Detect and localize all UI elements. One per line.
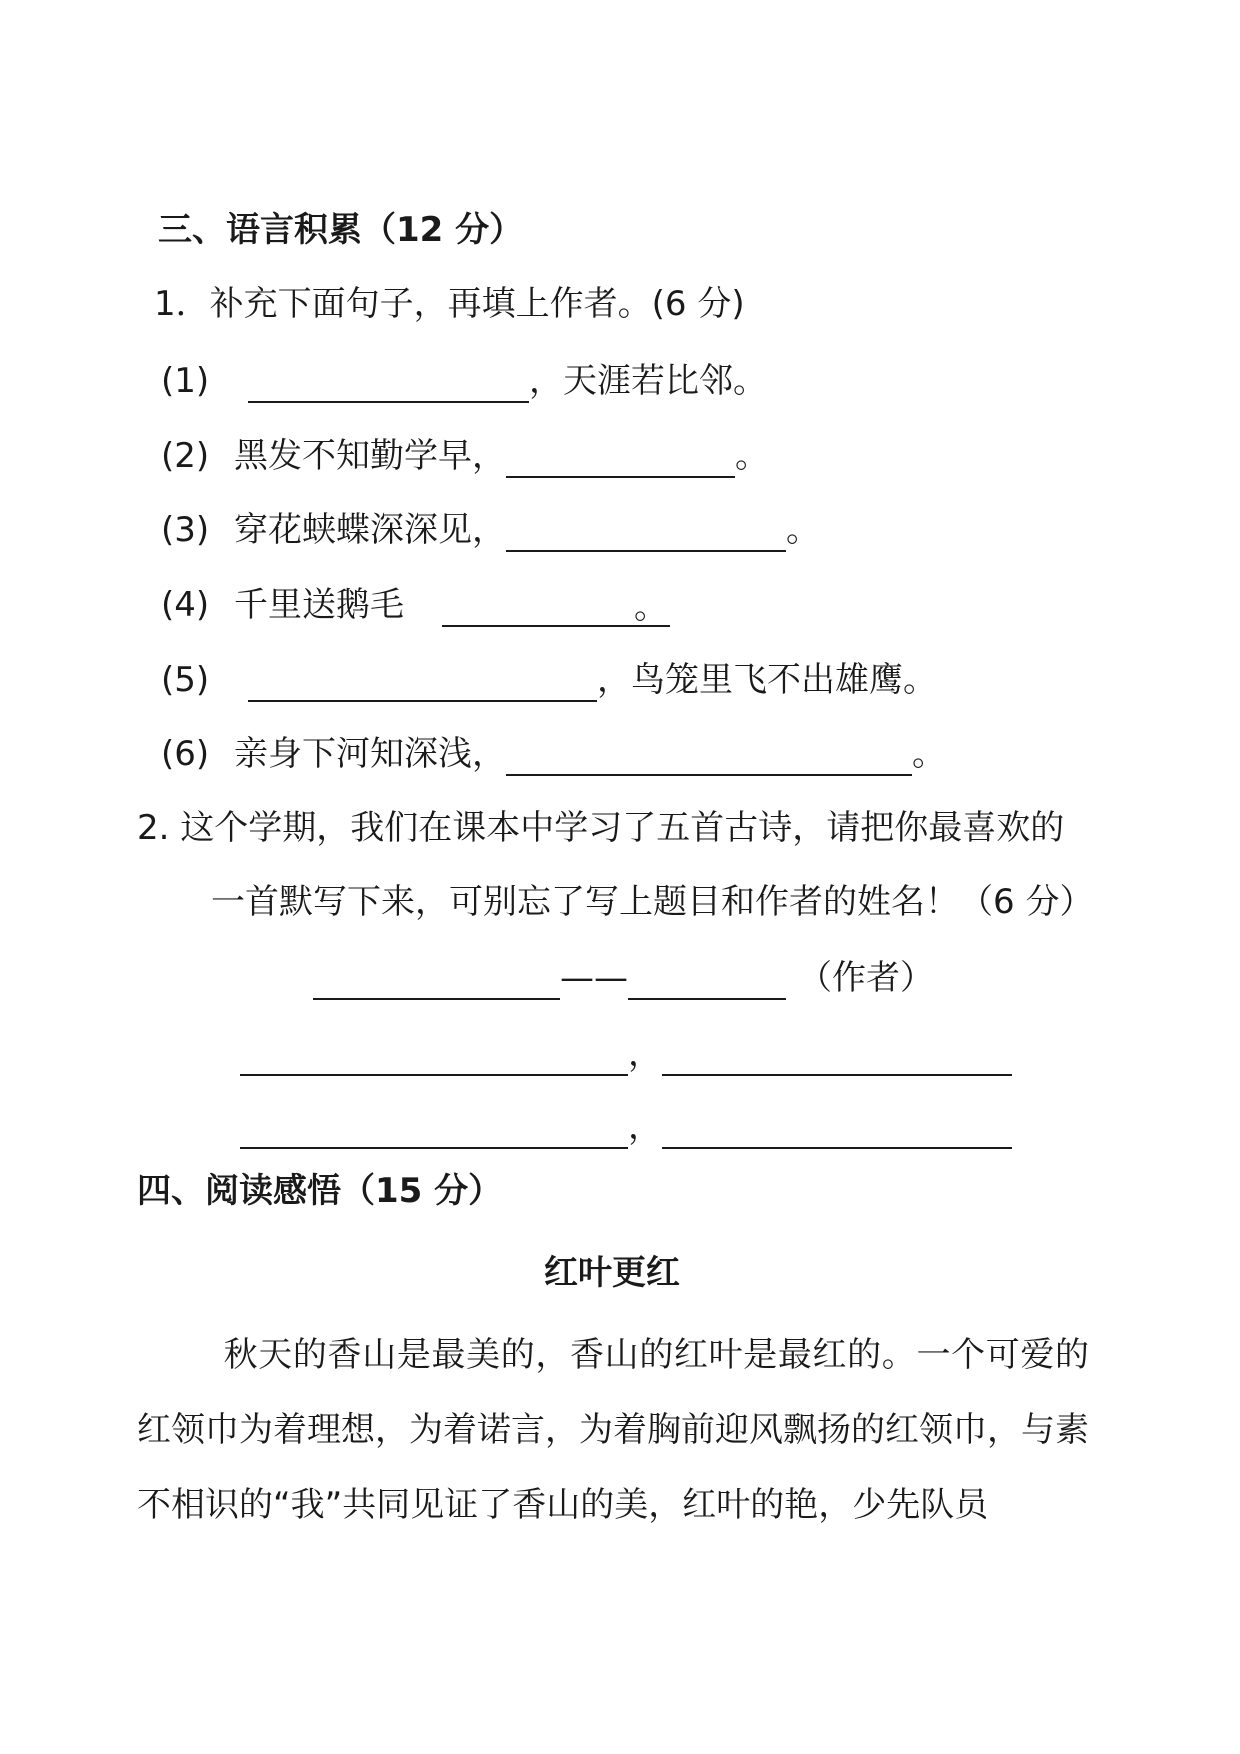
item-text: ，天涯若比邻。	[528, 361, 767, 401]
answer-blank[interactable]	[506, 436, 735, 478]
item-text: 亲身下河知深浅，	[233, 734, 506, 774]
fill-item-6	[161, 732, 946, 776]
poem-title-blank[interactable]	[313, 958, 560, 1000]
answer-blank[interactable]	[442, 585, 670, 627]
author-blank[interactable]	[628, 958, 786, 1000]
reading-title: 红叶更红	[544, 1253, 680, 1293]
item-text: 。	[734, 436, 769, 476]
item-text: 穿花蛱蝶深深见，	[233, 510, 506, 550]
item-text: 黑发不知勤学早，	[233, 436, 506, 476]
answer-blank[interactable]	[506, 734, 912, 776]
item-number: (2)	[161, 436, 210, 476]
section-3-heading: 三、语言积累（12 分）	[158, 210, 524, 250]
item-text: 千里送鹅毛	[233, 585, 404, 625]
fill-item-1	[161, 359, 767, 403]
poem-line-blank[interactable]	[240, 1107, 628, 1149]
poem-line-blank[interactable]	[240, 1034, 628, 1076]
section-4-heading: 四、阅读感悟（15 分）	[137, 1171, 503, 1211]
poem-line-row-1	[240, 1032, 1012, 1076]
poem-line-row-2	[240, 1105, 1012, 1149]
item-number: (6)	[161, 734, 210, 774]
answer-blank[interactable]	[248, 361, 529, 403]
item-text: 。	[911, 734, 946, 774]
paragraph-text: 秋天的香山是最美的，香山的红叶是最红的。一个可爱的红领巾为着理想，为着诺言，为着胸前迎风飘扬的红领巾，与素不相识的“我”共同见证了香山的美，红叶的艳，少先队员	[137, 1335, 1089, 1525]
item-text: ，鸟笼里飞不出雄鹰。	[596, 660, 937, 700]
fill-item-4	[161, 583, 670, 627]
question-2-line-1: 2. 这个学期，我们在课本中学习了五首古诗，请把你最喜欢的	[137, 808, 1065, 848]
comma: ，	[628, 1107, 662, 1147]
author-label: （作者）	[798, 958, 934, 998]
fill-item-3	[161, 508, 820, 552]
question-2-line-2: 一首默写下来，可别忘了写上题目和作者的姓名！（6 分）	[211, 882, 1094, 922]
item-number: (4)	[161, 585, 210, 625]
item-number: (5)	[161, 660, 210, 700]
comma: ，	[628, 1034, 662, 1074]
item-number: (1)	[161, 361, 210, 401]
poem-line-blank[interactable]	[662, 1034, 1012, 1076]
dash: ——	[560, 958, 628, 998]
question-1-prompt: 1．补充下面句子，再填上作者。(6 分)	[154, 284, 745, 324]
answer-blank[interactable]	[248, 660, 597, 702]
item-number: (3)	[161, 510, 210, 550]
item-text: 。	[633, 587, 668, 627]
poem-line-blank[interactable]	[662, 1107, 1012, 1149]
fill-item-2	[161, 434, 769, 478]
fill-item-5	[161, 658, 937, 702]
poem-title-author-row	[313, 956, 934, 1000]
reading-paragraph	[137, 1318, 1089, 1543]
item-text: 。	[785, 510, 820, 550]
answer-blank[interactable]	[506, 510, 786, 552]
